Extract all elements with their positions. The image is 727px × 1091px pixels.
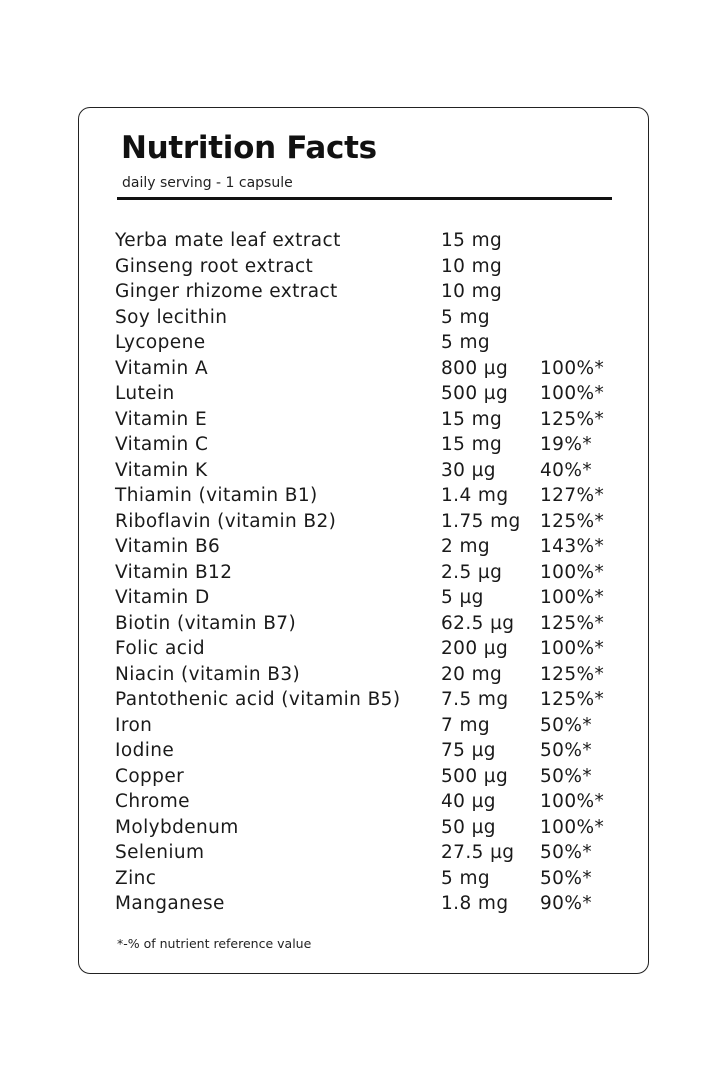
nutrient-amount: 500 µg bbox=[441, 765, 509, 787]
nutrient-name: Manganese bbox=[115, 893, 225, 914]
nutrient-amount: 5 mg bbox=[441, 867, 491, 889]
nutrient-name: Vitamin K bbox=[115, 459, 208, 481]
nutrient-reference-percent: 125%* bbox=[540, 510, 605, 532]
nutrient-row bbox=[115, 279, 625, 305]
nutrient-amount: 15 mg bbox=[441, 230, 503, 251]
nutrient-row bbox=[115, 534, 625, 560]
nutrient-name: Iron bbox=[115, 714, 153, 736]
nutrition-facts-panel bbox=[78, 107, 649, 974]
nutrient-amount: 15 mg bbox=[441, 434, 503, 455]
nutrient-name: Iodine bbox=[115, 740, 175, 761]
nutrient-reference-percent: 127%* bbox=[540, 485, 605, 506]
nutrient-row bbox=[115, 815, 625, 841]
nutrient-row bbox=[115, 866, 625, 892]
nutrient-row bbox=[115, 432, 625, 458]
nutrient-amount: 5 mg bbox=[441, 306, 491, 328]
nutrient-reference-percent: 125%* bbox=[540, 612, 605, 634]
nutrient-reference-percent: 100%* bbox=[540, 561, 605, 583]
nutrient-reference-percent: 100%* bbox=[540, 638, 605, 659]
nutrient-amount: 5 µg bbox=[441, 587, 484, 608]
nutrient-row bbox=[115, 687, 625, 713]
nutrient-row bbox=[115, 330, 625, 356]
nutrient-row bbox=[115, 713, 625, 739]
heading-divider bbox=[117, 197, 612, 200]
nutrient-row bbox=[115, 662, 625, 688]
nutrient-name: Vitamin B6 bbox=[115, 536, 221, 557]
nutrient-amount: 10 mg bbox=[441, 255, 503, 277]
nutrient-amount: 2 mg bbox=[441, 536, 491, 557]
nutrient-name: Vitamin B12 bbox=[115, 561, 233, 583]
nutrient-amount: 40 µg bbox=[441, 791, 496, 812]
nutrient-reference-percent: 100%* bbox=[540, 791, 605, 812]
nutrient-reference-percent: 100%* bbox=[540, 587, 605, 608]
nutrient-name: Chrome bbox=[115, 791, 190, 812]
nutrient-amount: 62.5 µg bbox=[441, 612, 515, 634]
nutrient-amount: 50 µg bbox=[441, 816, 496, 838]
nutrient-row bbox=[115, 840, 625, 866]
panel-title: Nutrition Facts bbox=[121, 130, 377, 166]
nutrient-amount: 7 mg bbox=[441, 714, 491, 736]
nutrient-row bbox=[115, 254, 625, 280]
nutrient-row bbox=[115, 483, 625, 509]
nutrient-row bbox=[115, 891, 625, 917]
nutrient-row bbox=[115, 585, 625, 611]
nutrient-reference-percent: 100%* bbox=[540, 816, 605, 838]
nutrient-row bbox=[115, 789, 625, 815]
nutrient-reference-percent: 50%* bbox=[540, 867, 592, 889]
nutrient-row bbox=[115, 305, 625, 331]
nutrient-row bbox=[115, 509, 625, 535]
nutrient-amount: 20 mg bbox=[441, 663, 503, 685]
nutrient-name: Zinc bbox=[115, 867, 157, 889]
nutrient-row bbox=[115, 738, 625, 764]
nutrient-reference-percent: 125%* bbox=[540, 689, 605, 710]
nutrient-name: Folic acid bbox=[115, 638, 206, 659]
nutrient-amount: 800 µg bbox=[441, 357, 509, 379]
nutrient-amount: 30 µg bbox=[441, 459, 496, 481]
nutrient-reference-percent: 143%* bbox=[540, 536, 605, 557]
nutrient-amount: 200 µg bbox=[441, 638, 509, 659]
nutrient-amount: 27.5 µg bbox=[441, 842, 515, 863]
nutrient-amount: 1.4 mg bbox=[441, 485, 509, 506]
nutrient-list bbox=[115, 228, 625, 917]
nutrient-reference-percent: 90%* bbox=[540, 893, 592, 914]
nutrient-row bbox=[115, 458, 625, 484]
nutrient-reference-percent: 50%* bbox=[540, 842, 592, 863]
nutrient-amount: 15 mg bbox=[441, 408, 503, 430]
nutrient-row bbox=[115, 636, 625, 662]
nutrient-amount: 75 µg bbox=[441, 740, 496, 761]
nutrient-reference-percent: 50%* bbox=[540, 765, 592, 787]
nutrient-name: Vitamin C bbox=[115, 434, 209, 455]
nutrient-reference-percent: 100%* bbox=[540, 357, 605, 379]
nutrient-name: Vitamin E bbox=[115, 408, 208, 430]
nutrient-row bbox=[115, 228, 625, 254]
nutrient-name: Copper bbox=[115, 765, 185, 787]
nutrient-amount: 7.5 mg bbox=[441, 689, 509, 710]
nutrient-name: Riboflavin (vitamin B2) bbox=[115, 510, 337, 532]
nutrient-amount: 500 µg bbox=[441, 383, 509, 404]
nutrient-name: Thiamin (vitamin B1) bbox=[115, 485, 318, 506]
nutrient-row bbox=[115, 381, 625, 407]
nutrient-name: Yerba mate leaf extract bbox=[115, 230, 341, 251]
nutrient-amount: 2.5 µg bbox=[441, 561, 503, 583]
nutrient-reference-percent: 50%* bbox=[540, 714, 592, 736]
nutrient-amount: 10 mg bbox=[441, 281, 503, 302]
nutrient-name: Lycopene bbox=[115, 332, 206, 353]
nutrient-row bbox=[115, 356, 625, 382]
nutrient-name: Niacin (vitamin B3) bbox=[115, 663, 301, 685]
footnote: *-% of nutrient reference value bbox=[117, 936, 312, 951]
nutrient-name: Biotin (vitamin B7) bbox=[115, 612, 297, 634]
nutrient-row bbox=[115, 611, 625, 637]
nutrient-reference-percent: 125%* bbox=[540, 663, 605, 685]
nutrient-reference-percent: 50%* bbox=[540, 740, 592, 761]
nutrient-reference-percent: 40%* bbox=[540, 459, 592, 481]
nutrient-amount: 1.75 mg bbox=[441, 510, 521, 532]
nutrient-row bbox=[115, 560, 625, 586]
nutrient-row bbox=[115, 407, 625, 433]
nutrient-name: Molybdenum bbox=[115, 816, 239, 838]
nutrient-name: Pantothenic acid (vitamin B5) bbox=[115, 689, 401, 710]
nutrient-reference-percent: 19%* bbox=[540, 434, 592, 455]
nutrient-name: Ginger rhizome extract bbox=[115, 281, 338, 302]
nutrient-amount: 1.8 mg bbox=[441, 893, 509, 914]
nutrient-name: Ginseng root extract bbox=[115, 255, 314, 277]
nutrient-name: Soy lecithin bbox=[115, 306, 228, 328]
nutrient-amount: 5 mg bbox=[441, 332, 491, 353]
nutrient-name: Vitamin A bbox=[115, 357, 209, 379]
nutrient-reference-percent: 100%* bbox=[540, 383, 605, 404]
nutrient-name: Selenium bbox=[115, 842, 205, 863]
nutrient-name: Lutein bbox=[115, 383, 175, 404]
nutrient-row bbox=[115, 764, 625, 790]
nutrient-reference-percent: 125%* bbox=[540, 408, 605, 430]
serving-size: daily serving - 1 capsule bbox=[122, 175, 293, 191]
nutrient-name: Vitamin D bbox=[115, 587, 210, 608]
